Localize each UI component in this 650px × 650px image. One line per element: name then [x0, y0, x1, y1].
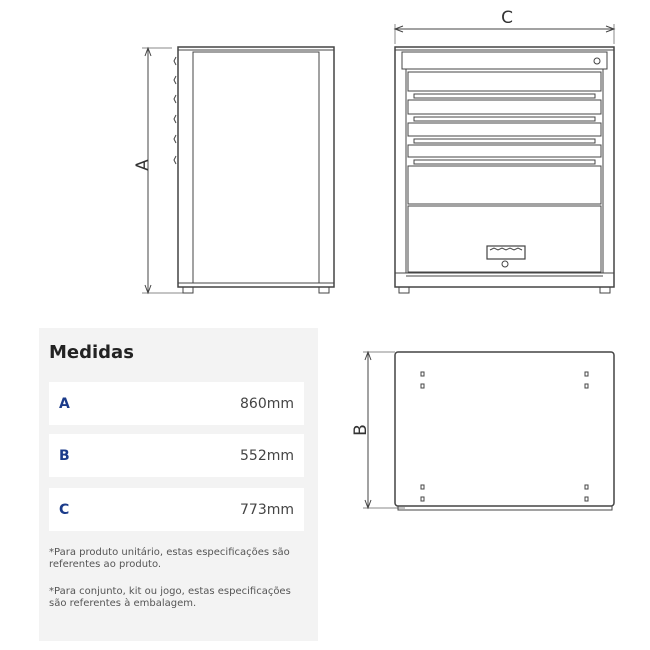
drawer-5 — [408, 166, 601, 204]
measure-key: A — [59, 395, 70, 412]
mounting-holes — [421, 372, 588, 501]
measure-value: 552mm — [240, 447, 294, 464]
side-view — [133, 47, 334, 293]
note-kit-packaging: *Para conjunto, kit ou jogo, estas especificações são referentes à embalagem. — [49, 586, 291, 609]
measure-key: B — [59, 447, 70, 464]
drawer-3 — [408, 123, 601, 143]
side-handles — [174, 57, 176, 164]
measures-title: Medidas — [49, 342, 134, 363]
measure-row-b — [49, 434, 304, 477]
drawer-1 — [408, 72, 601, 98]
dimension-label-a: A — [133, 159, 153, 171]
dimension-label-c: C — [501, 8, 513, 28]
drawer-4 — [408, 145, 601, 164]
drawer-6 — [408, 206, 601, 272]
measures-panel — [39, 328, 318, 641]
drawer-2 — [408, 100, 601, 121]
note-unit-product: *Para produto unitário, estas especificações são referentes ao produto. — [49, 547, 290, 570]
measure-row-c — [49, 488, 304, 531]
top-view — [351, 352, 614, 510]
front-view — [395, 8, 614, 293]
measure-value: 773mm — [240, 501, 294, 518]
measure-key: C — [59, 501, 70, 518]
measure-value: 860mm — [240, 395, 294, 412]
dimension-label-b: B — [351, 424, 371, 436]
measure-row-a — [49, 382, 304, 425]
